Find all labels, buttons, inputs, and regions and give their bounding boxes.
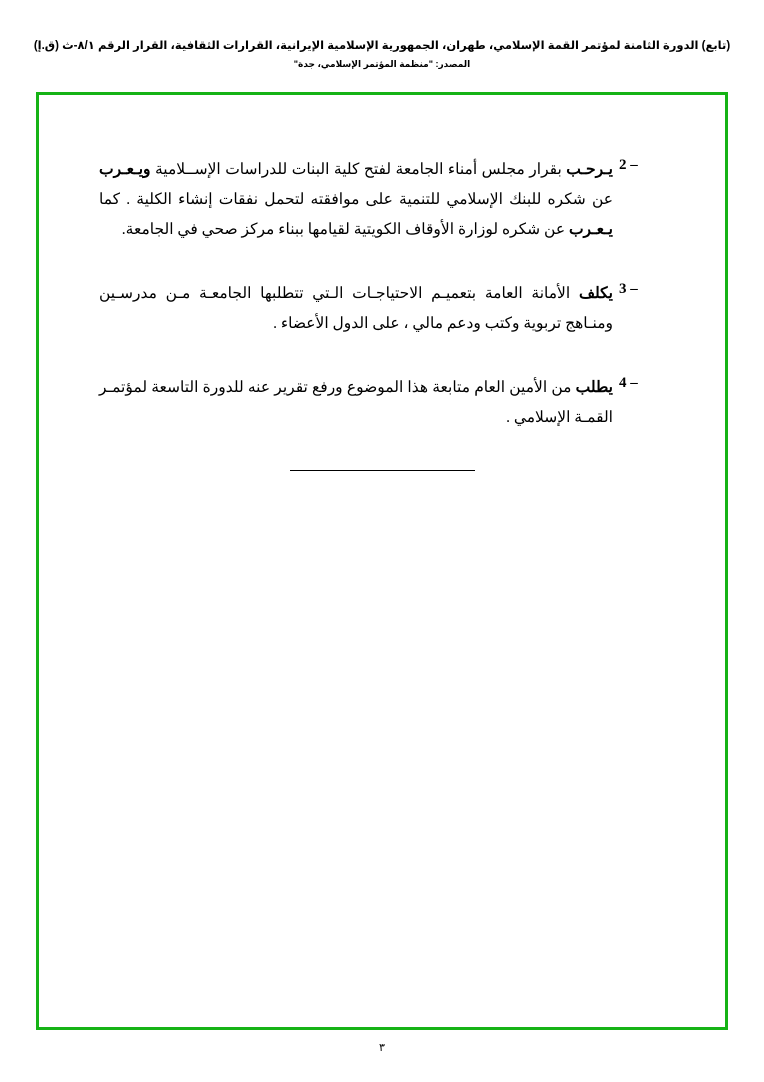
page-number: ٣	[379, 1042, 385, 1054]
header-source: المصدر: "منظمة المؤتمر الإسلامي، جدة"	[293, 59, 471, 69]
clause-text-part: بقرار مجلس أمناء الجامعة لفتح كلية البنات للدراسات الإســلامية	[150, 161, 567, 178]
page-footer	[0, 1041, 764, 1054]
clause-text	[99, 279, 613, 339]
clause-number: 3 –	[619, 281, 638, 297]
clause-text-part: عن شكره للبنك الإسلامي للتنمية على موافقته لتحمل نفقات إنشاء الكلية . كما	[99, 191, 613, 208]
clause-item	[99, 373, 665, 433]
page-header	[0, 38, 764, 70]
document-frame	[36, 92, 728, 1030]
clause-number: 4 –	[619, 375, 638, 391]
clause-text	[99, 155, 613, 245]
clause-number: 2 –	[619, 157, 638, 173]
clause-item	[99, 279, 665, 339]
clause-keyword: يـعـرب	[568, 221, 613, 238]
clause-keyword: يطلب	[575, 379, 613, 396]
clause-item	[99, 155, 665, 245]
clause-keyword: يـرحـب	[566, 161, 613, 178]
closing-divider	[99, 461, 665, 479]
clause-keyword: ويـعـرب	[99, 161, 151, 178]
clause-text-part: الأمانة العامة بتعميـم الاحتياجـات الـتي تتطلبها الجامعـة مـن مدرسـين ومنـاهج تربوية وكتب ودعم مالي ، على الدول الأعضاء .	[99, 285, 613, 332]
horizontal-rule	[290, 469, 475, 471]
clause-text-part: عن شكره لوزارة الأوقاف الكويتية لقيامها ببناء مركز صحي في الجامعة.	[121, 221, 569, 238]
clause-text	[99, 373, 613, 433]
header-title: (تابع) الدورة الثامنة لمؤتمر القمة الإسلامي، طهران، الجمهورية الإسلامية الإيرانية، القرارات الثقافية، القرار الرقم ٨/١-ث (ق.إ)	[33, 40, 731, 52]
clause-keyword: يكلف	[578, 285, 613, 302]
clause-text-part: من الأمين العام متابعة هذا الموضوع ورفع تقرير عنه للدورة التاسعة لمؤتمـر القمـة الإسلامي .	[99, 379, 613, 426]
document-content	[99, 155, 665, 479]
